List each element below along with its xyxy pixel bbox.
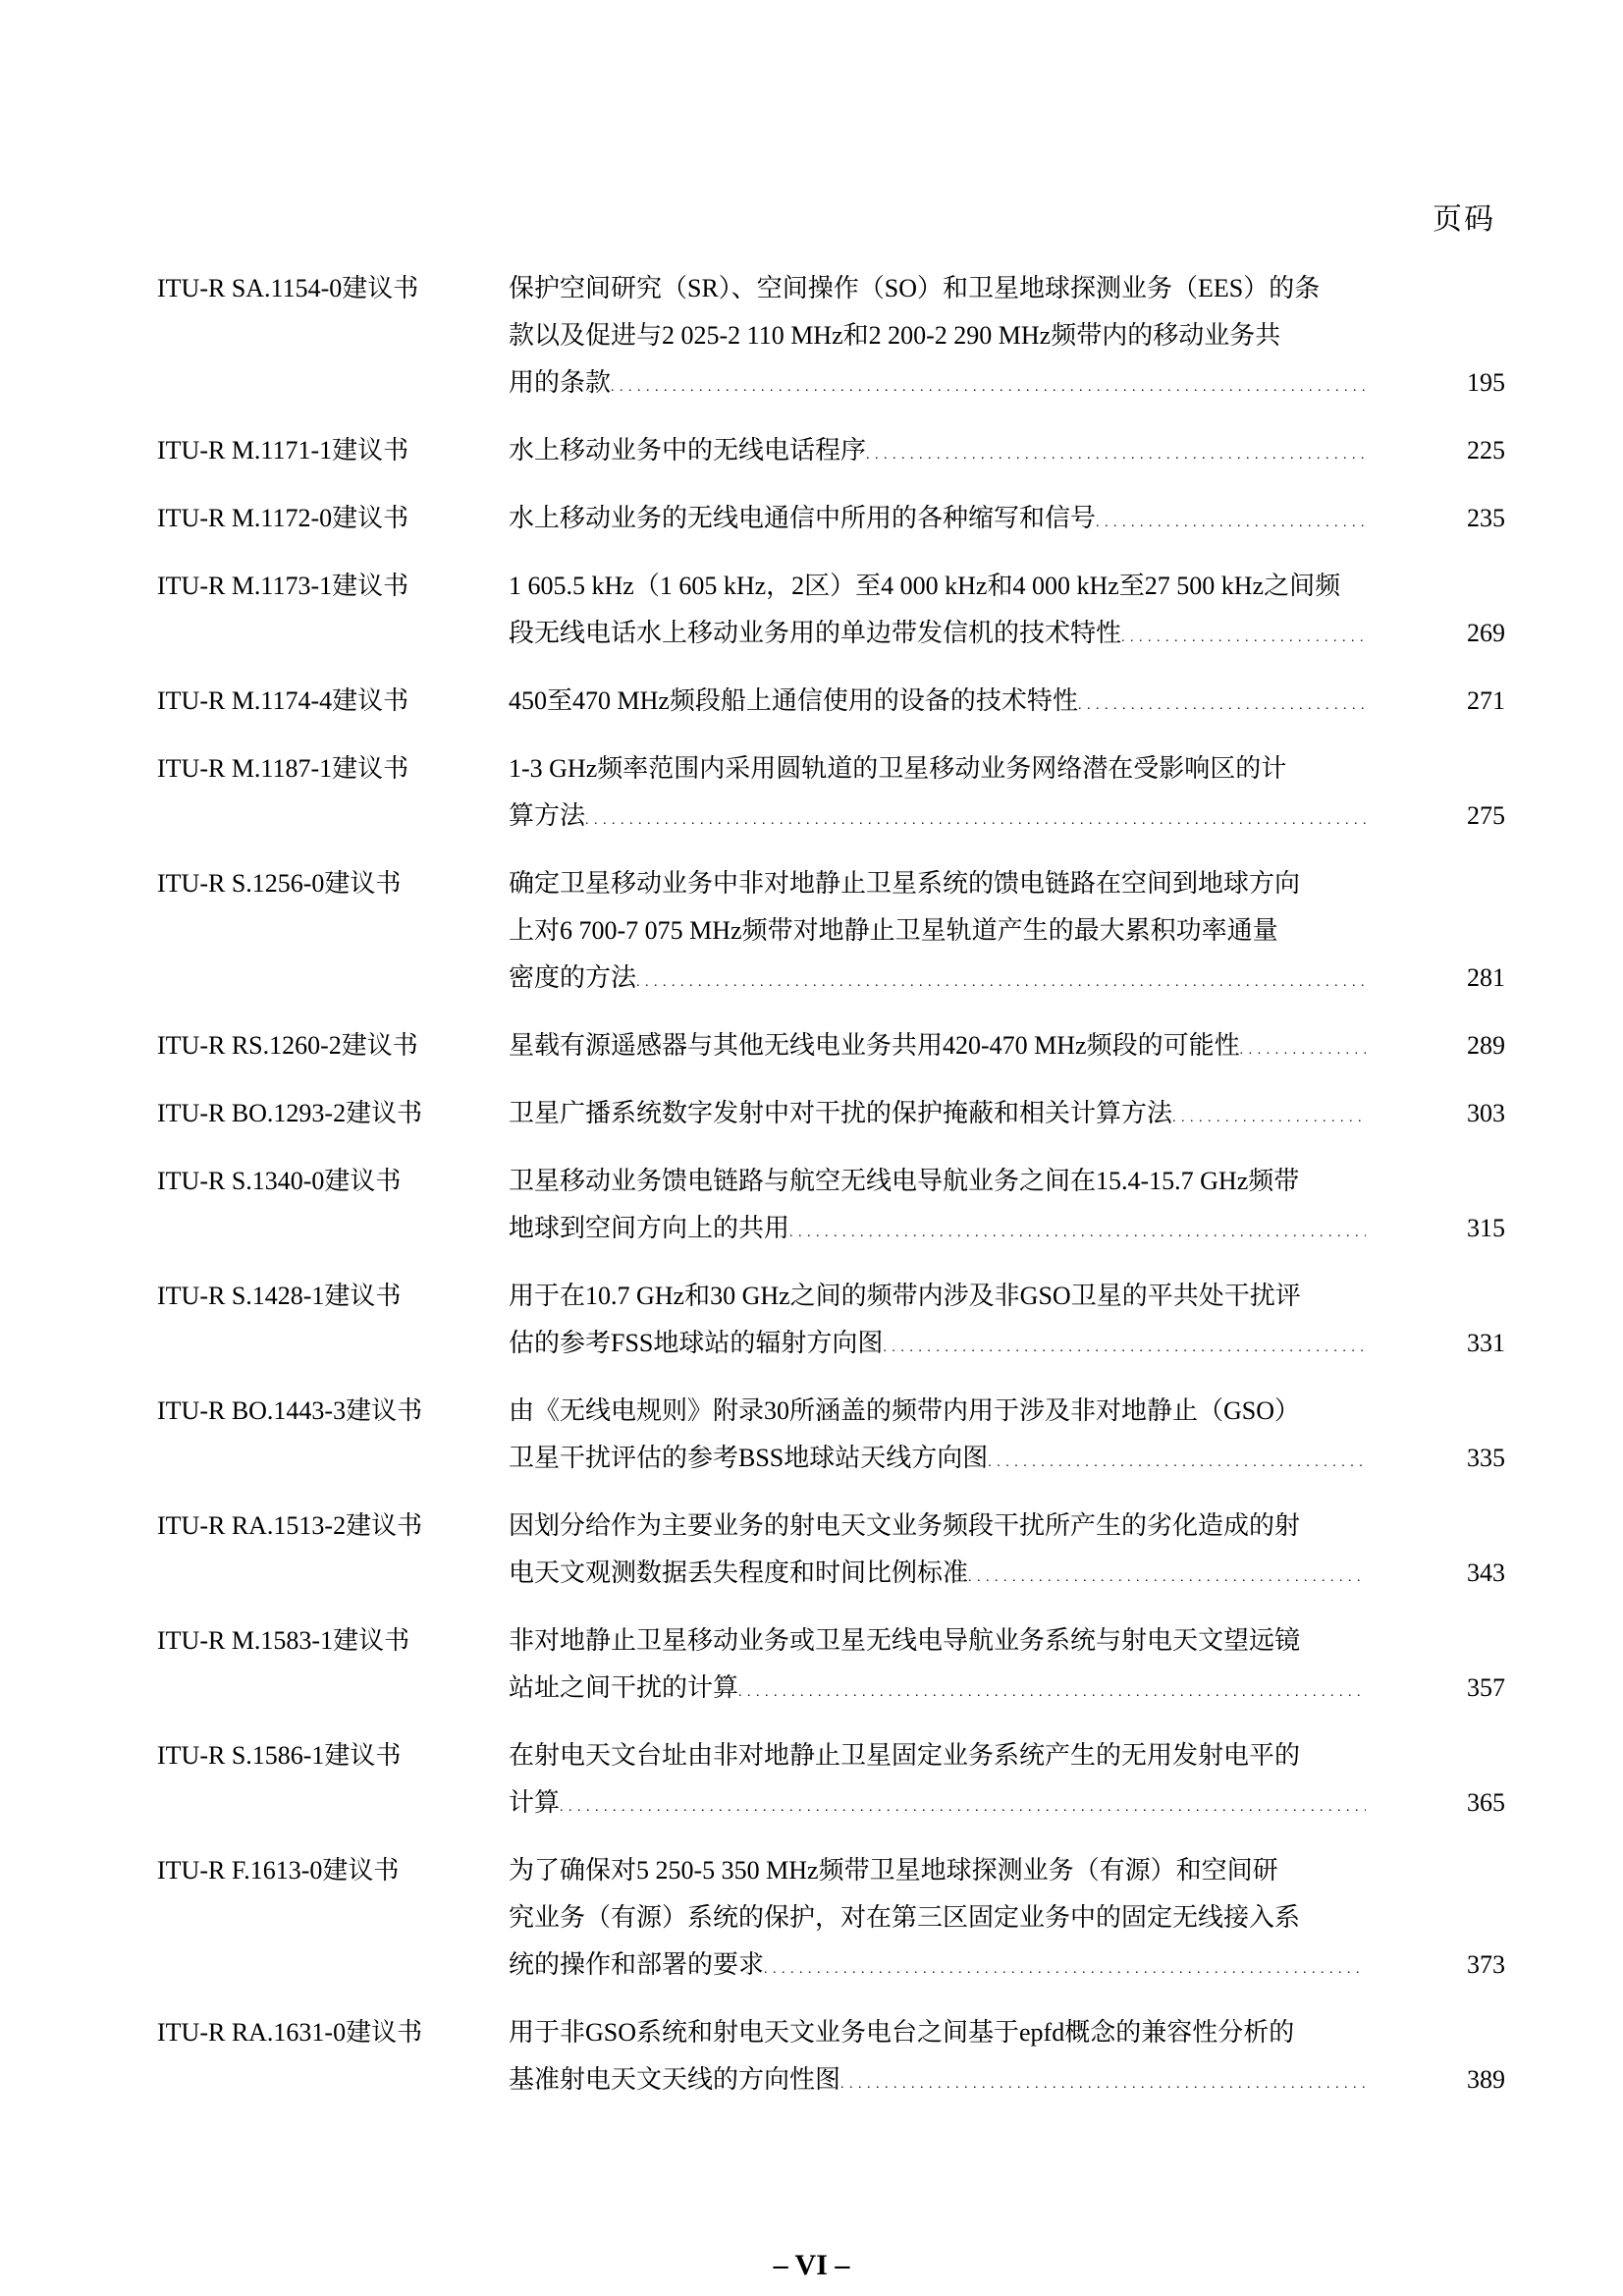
title-line: 卫星干扰评估的参考BSS地球站天线方向图 xyxy=(509,1444,989,1472)
title-line: 统的操作和部署的要求 xyxy=(509,1950,765,1979)
entry-title xyxy=(509,495,1505,547)
toc-entry xyxy=(157,1158,1505,1257)
page-ref: 235 xyxy=(1467,504,1505,532)
title-line-last xyxy=(509,1941,1366,1994)
entry-title xyxy=(509,1617,1505,1717)
entry-title xyxy=(509,563,1505,662)
entry-title xyxy=(509,1503,1505,1602)
title-line: 非对地静止卫星移动业务或卫星无线电导航业务系统与射电天文望远镜 xyxy=(509,1626,1301,1655)
page-ref: 335 xyxy=(1467,1444,1505,1472)
dot-leader xyxy=(560,1779,1366,1831)
recommendation-id: ITU-R RA.1513-2建议书 xyxy=(157,1511,423,1540)
page-ref: 343 xyxy=(1467,1558,1505,1587)
dot-leader xyxy=(789,1205,1366,1257)
page-ref: 357 xyxy=(1467,1673,1505,1702)
dot-leader xyxy=(840,2056,1366,2108)
title-line-last xyxy=(509,1665,1366,1717)
page-ref: 275 xyxy=(1467,801,1505,830)
title-line: 为了确保对5 250-5 350 MHz频带卫星地球探测业务（有源）和空间研 xyxy=(509,1856,1278,1885)
table-of-contents xyxy=(157,265,1505,2124)
title-line: 估的参考FSS地球站的辐射方向图 xyxy=(509,1329,884,1357)
title-line: 确定卫星移动业务中非对地静止卫星系统的馈电链路在空间到地球方向 xyxy=(509,869,1301,898)
recommendation-id: ITU-R S.1428-1建议书 xyxy=(157,1282,402,1310)
entry-title xyxy=(509,745,1505,845)
dot-leader xyxy=(611,359,1366,411)
title-line-last xyxy=(509,1320,1366,1372)
title-line-last xyxy=(509,427,1366,479)
title-line-last xyxy=(509,955,1366,1007)
page-number: – VI – xyxy=(773,2249,850,2281)
recommendation-id: ITU-R SA.1154-0建议书 xyxy=(157,274,419,302)
recommendation-id: ITU-R M.1172-0建议书 xyxy=(157,504,409,532)
dot-leader xyxy=(1121,610,1366,662)
title-line: 450至470 MHz频段船上通信使用的设备的技术特性 xyxy=(509,686,1078,715)
recommendation-id: ITU-R RS.1260-2建议书 xyxy=(157,1031,418,1060)
toc-entry xyxy=(157,678,1505,730)
title-line-last xyxy=(509,495,1366,547)
title-line: 由《无线电规则》附录30所涵盖的频带内用于涉及非对地静止（GSO） xyxy=(509,1396,1301,1425)
title-line: 水上移动业务中的无线电话程序 xyxy=(509,436,867,465)
recommendation-id: ITU-R S.1586-1建议书 xyxy=(157,1741,402,1770)
entry-title xyxy=(509,2009,1505,2108)
recommendation-id: ITU-R M.1187-1建议书 xyxy=(157,754,409,783)
page-ref: 289 xyxy=(1467,1031,1505,1060)
title-line: 保护空间研究（SR）、空间操作（SO）和卫星地球探测业务（EES）的条 xyxy=(509,274,1321,302)
dot-leader xyxy=(636,955,1366,1007)
title-line: 基准射电天文天线的方向性图 xyxy=(509,2065,841,2094)
title-line-last xyxy=(509,610,1366,662)
recommendation-id: ITU-R F.1613-0建议书 xyxy=(157,1856,400,1885)
page-column-label: 页码 xyxy=(1433,203,1495,236)
title-line: 电天文观测数据丢失程度和时间比例标准 xyxy=(509,1558,969,1587)
recommendation-id: ITU-R S.1340-0建议书 xyxy=(157,1167,402,1195)
page-ref: 269 xyxy=(1467,619,1505,647)
entry-title xyxy=(509,860,1505,1007)
toc-entry xyxy=(157,1732,1505,1831)
title-line-last xyxy=(509,1090,1366,1142)
title-line: 地球到空间方向上的共用 xyxy=(509,1214,790,1242)
title-line: 星载有源遥感器与其他无线电业务共用420-470 MHz频段的可能性 xyxy=(509,1031,1240,1060)
page-ref: 365 xyxy=(1467,1788,1505,1817)
title-line: 用于非GSO系统和射电天文业务电台之间基于epfd概念的兼容性分析的 xyxy=(509,2018,1295,2047)
title-line-last xyxy=(509,1779,1366,1831)
entry-title xyxy=(509,1847,1505,1994)
title-line-last xyxy=(509,1550,1366,1602)
toc-entry xyxy=(157,1273,1505,1372)
entry-title xyxy=(509,1022,1505,1074)
entry-title xyxy=(509,1732,1505,1831)
toc-entry xyxy=(157,1388,1505,1487)
dot-leader xyxy=(1096,495,1366,547)
toc-entry xyxy=(157,563,1505,662)
entry-title xyxy=(509,1090,1505,1142)
entry-title xyxy=(509,1273,1505,1372)
recommendation-id: ITU-R M.1171-1建议书 xyxy=(157,436,409,465)
title-line: 究业务（有源）系统的保护，对在第三区固定业务中的固定无线接入系 xyxy=(509,1903,1301,1932)
page-ref: 389 xyxy=(1467,2065,1505,2094)
title-line: 款以及促进与2 025-2 110 MHz和2 200-2 290 MHz频带内的移动业务共 xyxy=(509,321,1281,350)
toc-entry xyxy=(157,1022,1505,1074)
recommendation-id: ITU-R RA.1631-0建议书 xyxy=(157,2018,423,2047)
title-line: 用于在10.7 GHz和30 GHz之间的频带内涉及非GSO卫星的平共处干扰评 xyxy=(509,1282,1301,1310)
title-line-last xyxy=(509,2056,1366,2108)
title-line: 上对6 700-7 075 MHz频带对地静止卫星轨道产生的最大累积功率通量 xyxy=(509,916,1278,945)
toc-entry xyxy=(157,1503,1505,1602)
dot-leader xyxy=(738,1665,1366,1717)
recommendation-id: ITU-R BO.1293-2建议书 xyxy=(157,1099,423,1127)
title-line: 算方法 xyxy=(509,801,586,830)
toc-entry xyxy=(157,427,1505,479)
dot-leader xyxy=(1172,1090,1366,1142)
entry-title xyxy=(509,1158,1505,1257)
page-ref: 331 xyxy=(1467,1329,1505,1357)
title-line: 1-3 GHz频率范围内采用圆轨道的卫星移动业务网络潜在受影响区的计 xyxy=(509,754,1287,783)
page-ref: 271 xyxy=(1467,686,1505,715)
dot-leader xyxy=(764,1941,1366,1994)
title-line: 密度的方法 xyxy=(509,963,637,992)
recommendation-id: ITU-R BO.1443-3建议书 xyxy=(157,1396,423,1425)
title-line: 卫星移动业务馈电链路与航空无线电导航业务之间在15.4-15.7 GHz频带 xyxy=(509,1167,1300,1195)
toc-entry xyxy=(157,2009,1505,2108)
entry-title xyxy=(509,1388,1505,1487)
toc-entry xyxy=(157,1090,1505,1142)
title-line-last xyxy=(509,678,1366,730)
page-ref: 373 xyxy=(1467,1950,1505,1979)
recommendation-id: ITU-R M.1174-4建议书 xyxy=(157,686,409,715)
title-line-last xyxy=(509,359,1366,411)
title-line-last xyxy=(509,1435,1366,1487)
title-line: 段无线电话水上移动业务用的单边带发信机的技术特性 xyxy=(509,619,1122,647)
dot-leader xyxy=(1078,678,1366,730)
toc-entry xyxy=(157,860,1505,1007)
entry-title xyxy=(509,678,1505,730)
page-ref: 225 xyxy=(1467,436,1505,465)
title-line: 1 605.5 kHz（1 605 kHz，2区）至4 000 kHz和4 000 kHz至27 500 kHz之间频 xyxy=(509,572,1341,600)
toc-entry xyxy=(157,265,1505,411)
dot-leader xyxy=(1240,1022,1366,1074)
toc-entry xyxy=(157,495,1505,547)
title-line-last xyxy=(509,793,1366,845)
page-ref: 315 xyxy=(1467,1214,1505,1242)
dot-leader xyxy=(585,793,1366,845)
toc-entry xyxy=(157,1617,1505,1717)
title-line: 站址之间干扰的计算 xyxy=(509,1673,739,1702)
entry-title xyxy=(509,427,1505,479)
title-line-last xyxy=(509,1022,1366,1074)
toc-entry xyxy=(157,1847,1505,1994)
dot-leader xyxy=(968,1550,1366,1602)
dot-leader xyxy=(866,427,1366,479)
title-line: 因划分给作为主要业务的射电天文业务频段干扰所产生的劣化造成的射 xyxy=(509,1511,1301,1540)
entry-title xyxy=(509,265,1505,411)
page-ref: 281 xyxy=(1467,963,1505,992)
title-line: 卫星广播系统数字发射中对干扰的保护掩蔽和相关计算方法 xyxy=(509,1099,1173,1127)
title-line-last xyxy=(509,1205,1366,1257)
title-line: 计算 xyxy=(509,1788,561,1817)
page-ref: 303 xyxy=(1467,1099,1505,1127)
dot-leader xyxy=(883,1320,1366,1372)
dot-leader xyxy=(988,1435,1366,1487)
title-line: 水上移动业务的无线电通信中所用的各种缩写和信号 xyxy=(509,504,1097,532)
recommendation-id: ITU-R M.1173-1建议书 xyxy=(157,572,409,600)
page-ref: 195 xyxy=(1467,368,1505,397)
recommendation-id: ITU-R S.1256-0建议书 xyxy=(157,869,402,898)
title-line: 在射电天文台址由非对地静止卫星固定业务系统产生的无用发射电平的 xyxy=(509,1741,1301,1770)
recommendation-id: ITU-R M.1583-1建议书 xyxy=(157,1626,410,1655)
toc-entry xyxy=(157,745,1505,845)
title-line: 用的条款 xyxy=(509,368,612,397)
